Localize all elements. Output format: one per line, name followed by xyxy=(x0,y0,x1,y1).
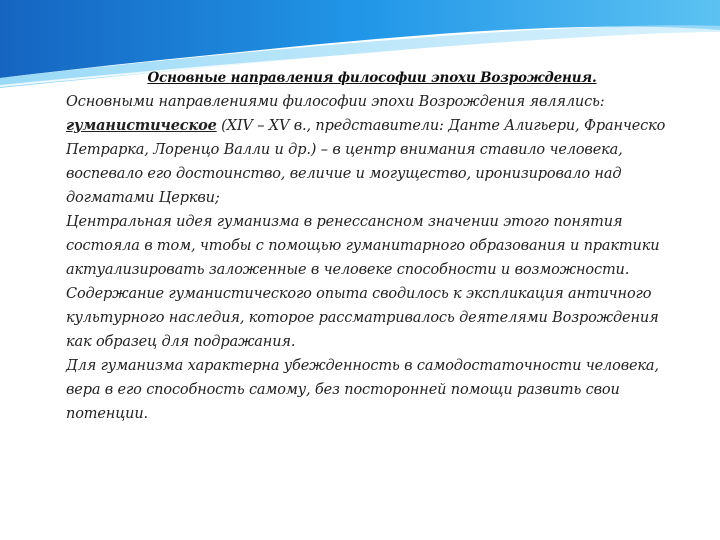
paragraph-1-term: гуманистическое xyxy=(66,117,217,134)
paragraph-1-lead: Основными направлениями философии эпохи Возрождения являлись: xyxy=(66,94,605,110)
paragraph-4: Для гуманизма характерна убежденность в самодостаточности человека, вера в его способность самому, без посторонней помощи развить свои потенции. xyxy=(66,358,659,422)
paragraph-1-rest: (XIV – XV в., представители: Данте Алигьери, Франческо Петрарка, Лоренцо Валли и др.) – в центр внимания ставило человека, воспевало его достоинство, величие и могущество, иронизировало над догматами Церкви; xyxy=(66,118,666,206)
paragraph-2: Центральная идея гуманизма в ренессансном значении этого понятия состояла в том, чтобы с помощью гуманитарного образования и практики актуализировать заложенные в человеке способности и возможности. xyxy=(66,214,660,278)
slide-content xyxy=(66,66,678,426)
slide-title: Основные направления философии эпохи Возрождения. xyxy=(147,70,597,86)
paragraph-1 xyxy=(66,90,678,210)
paragraph-3: Содержание гуманистического опыта сводилось к экспликация античного культурного наследия, которое рассматривалось деятелями Возрождения как образец для подражания. xyxy=(66,286,659,350)
